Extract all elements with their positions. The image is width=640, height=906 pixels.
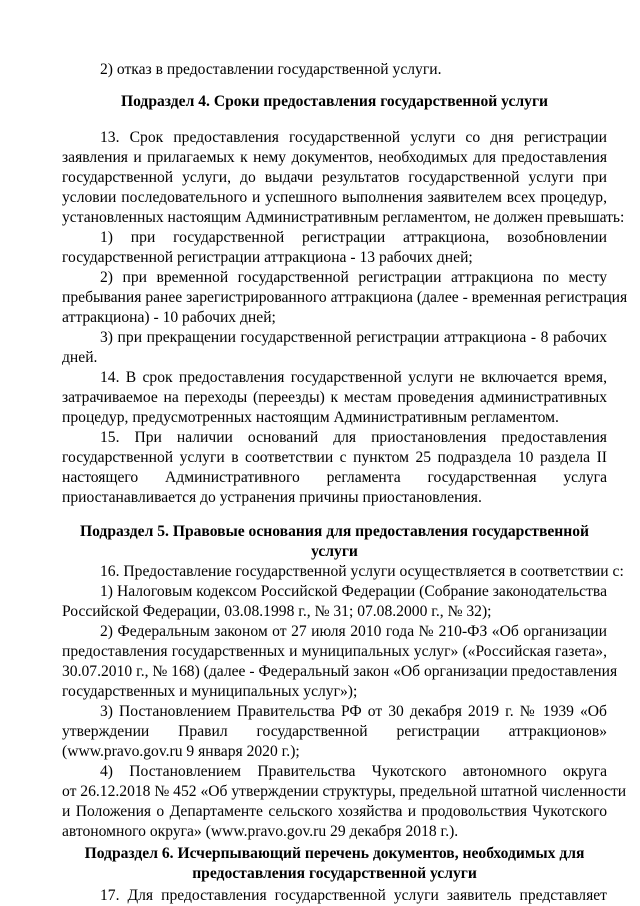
text-line: предоставления государственных и муниципальных услуг» («Российская газета», [62, 643, 607, 660]
text-line: 16. Предоставление государственной услуги осуществляется в соответствии с: [100, 563, 624, 580]
text-line: 2) Федеральным законом от 27 июля 2010 года № 210-ФЗ «Об организации [100, 623, 607, 640]
text-line: 1) при государственной регистрации аттракциона, возобновлении [100, 229, 607, 246]
text-line: 15. При наличии оснований для приостановления предоставления [100, 429, 607, 446]
text-line: условии последовательного и успешного выполнения заявителем всех процедур, [62, 189, 607, 206]
text-line: от 26.12.2018 № 452 «Об утверждении структуры, предельной штатной численности [62, 783, 627, 800]
section-heading: Подраздел 4. Сроки предоставления государственной услуги [120, 93, 549, 110]
text-line: приостанавливается до устранения причины приостановления. [62, 489, 482, 506]
text-line: 14. В срок предоставления государственной услуги не включается время, [100, 369, 607, 386]
text-line: заявления и прилагаемых к нему документов, необходимых для предоставления [62, 149, 607, 166]
section-heading: предоставления государственной услуги [192, 865, 477, 882]
text-line: государственной регистрации аттракциона - 13 рабочих дней; [62, 249, 473, 266]
text-line: пребывания ранее зарегистрированного аттракциона (далее - временная регистрация [62, 289, 628, 306]
text-line: 30.07.2010 г., № 168) (далее - Федеральный закон «Об организации предоставления [62, 663, 618, 680]
text-line: 3) при прекращении государственной регистрации аттракциона - 8 рабочих [100, 329, 607, 346]
text-line: 2) отказ в предоставлении государственной услуги. [100, 61, 442, 78]
text-line: 13. Срок предоставления государственной услуги со дня регистрации [100, 129, 607, 146]
text-line: 4) Постановлением Правительства Чукотского автономного округа [100, 763, 607, 780]
text-line: настоящего Административного регламента государственная услуга [62, 469, 607, 486]
text-line: аттракциона) - 10 рабочих дней; [62, 309, 276, 326]
section-heading: Подраздел 5. Правовые основания для предоставления государственной [79, 523, 590, 540]
section-heading: Подраздел 6. Исчерпывающий перечень документов, необходимых для [84, 845, 585, 862]
section-heading: услуги [311, 543, 358, 560]
text-line: (www.pravo.gov.ru 9 января 2020 г.); [62, 743, 300, 760]
text-line: государственной услуги в соответствии с пунктом 25 подраздела 10 раздела II [62, 449, 607, 466]
text-line: Российской Федерации, 03.08.1998 г., № 31; 07.08.2000 г., № 32); [62, 603, 492, 620]
text-line: государственных и муниципальных услуг»); [62, 683, 358, 700]
text-line: установленных настоящим Административным регламентом, не должен превышать: [62, 209, 625, 226]
text-line: и Положения о Департаменте сельского хозяйства и продовольствия Чукотского [62, 803, 607, 820]
text-line: 1) Налоговым кодексом Российской Федерации (Собрание законодательства [100, 583, 607, 600]
text-line: утверждении Правил государственной регистрации аттракционов» [62, 723, 607, 740]
text-line: 3) Постановлением Правительства РФ от 30 декабря 2019 г. № 1939 «Об [100, 703, 607, 720]
text-line: процедур, предусмотренных настоящим Административным регламентом. [62, 409, 559, 426]
text-line: 2) при временной государственной регистрации аттракциона по месту [100, 269, 607, 286]
text-line: дней. [62, 349, 98, 366]
text-line: государственной услуги, до выдачи результатов государственной услуги при [62, 169, 607, 186]
text-line: 17. Для предоставления государственной услуги заявитель представляет [100, 887, 607, 904]
text-line: затрачиваемое на переходы (переезды) к местам проведения административных [62, 389, 607, 406]
text-line: автономного округа» (www.pravo.gov.ru 29 декабря 2018 г.). [62, 823, 459, 840]
